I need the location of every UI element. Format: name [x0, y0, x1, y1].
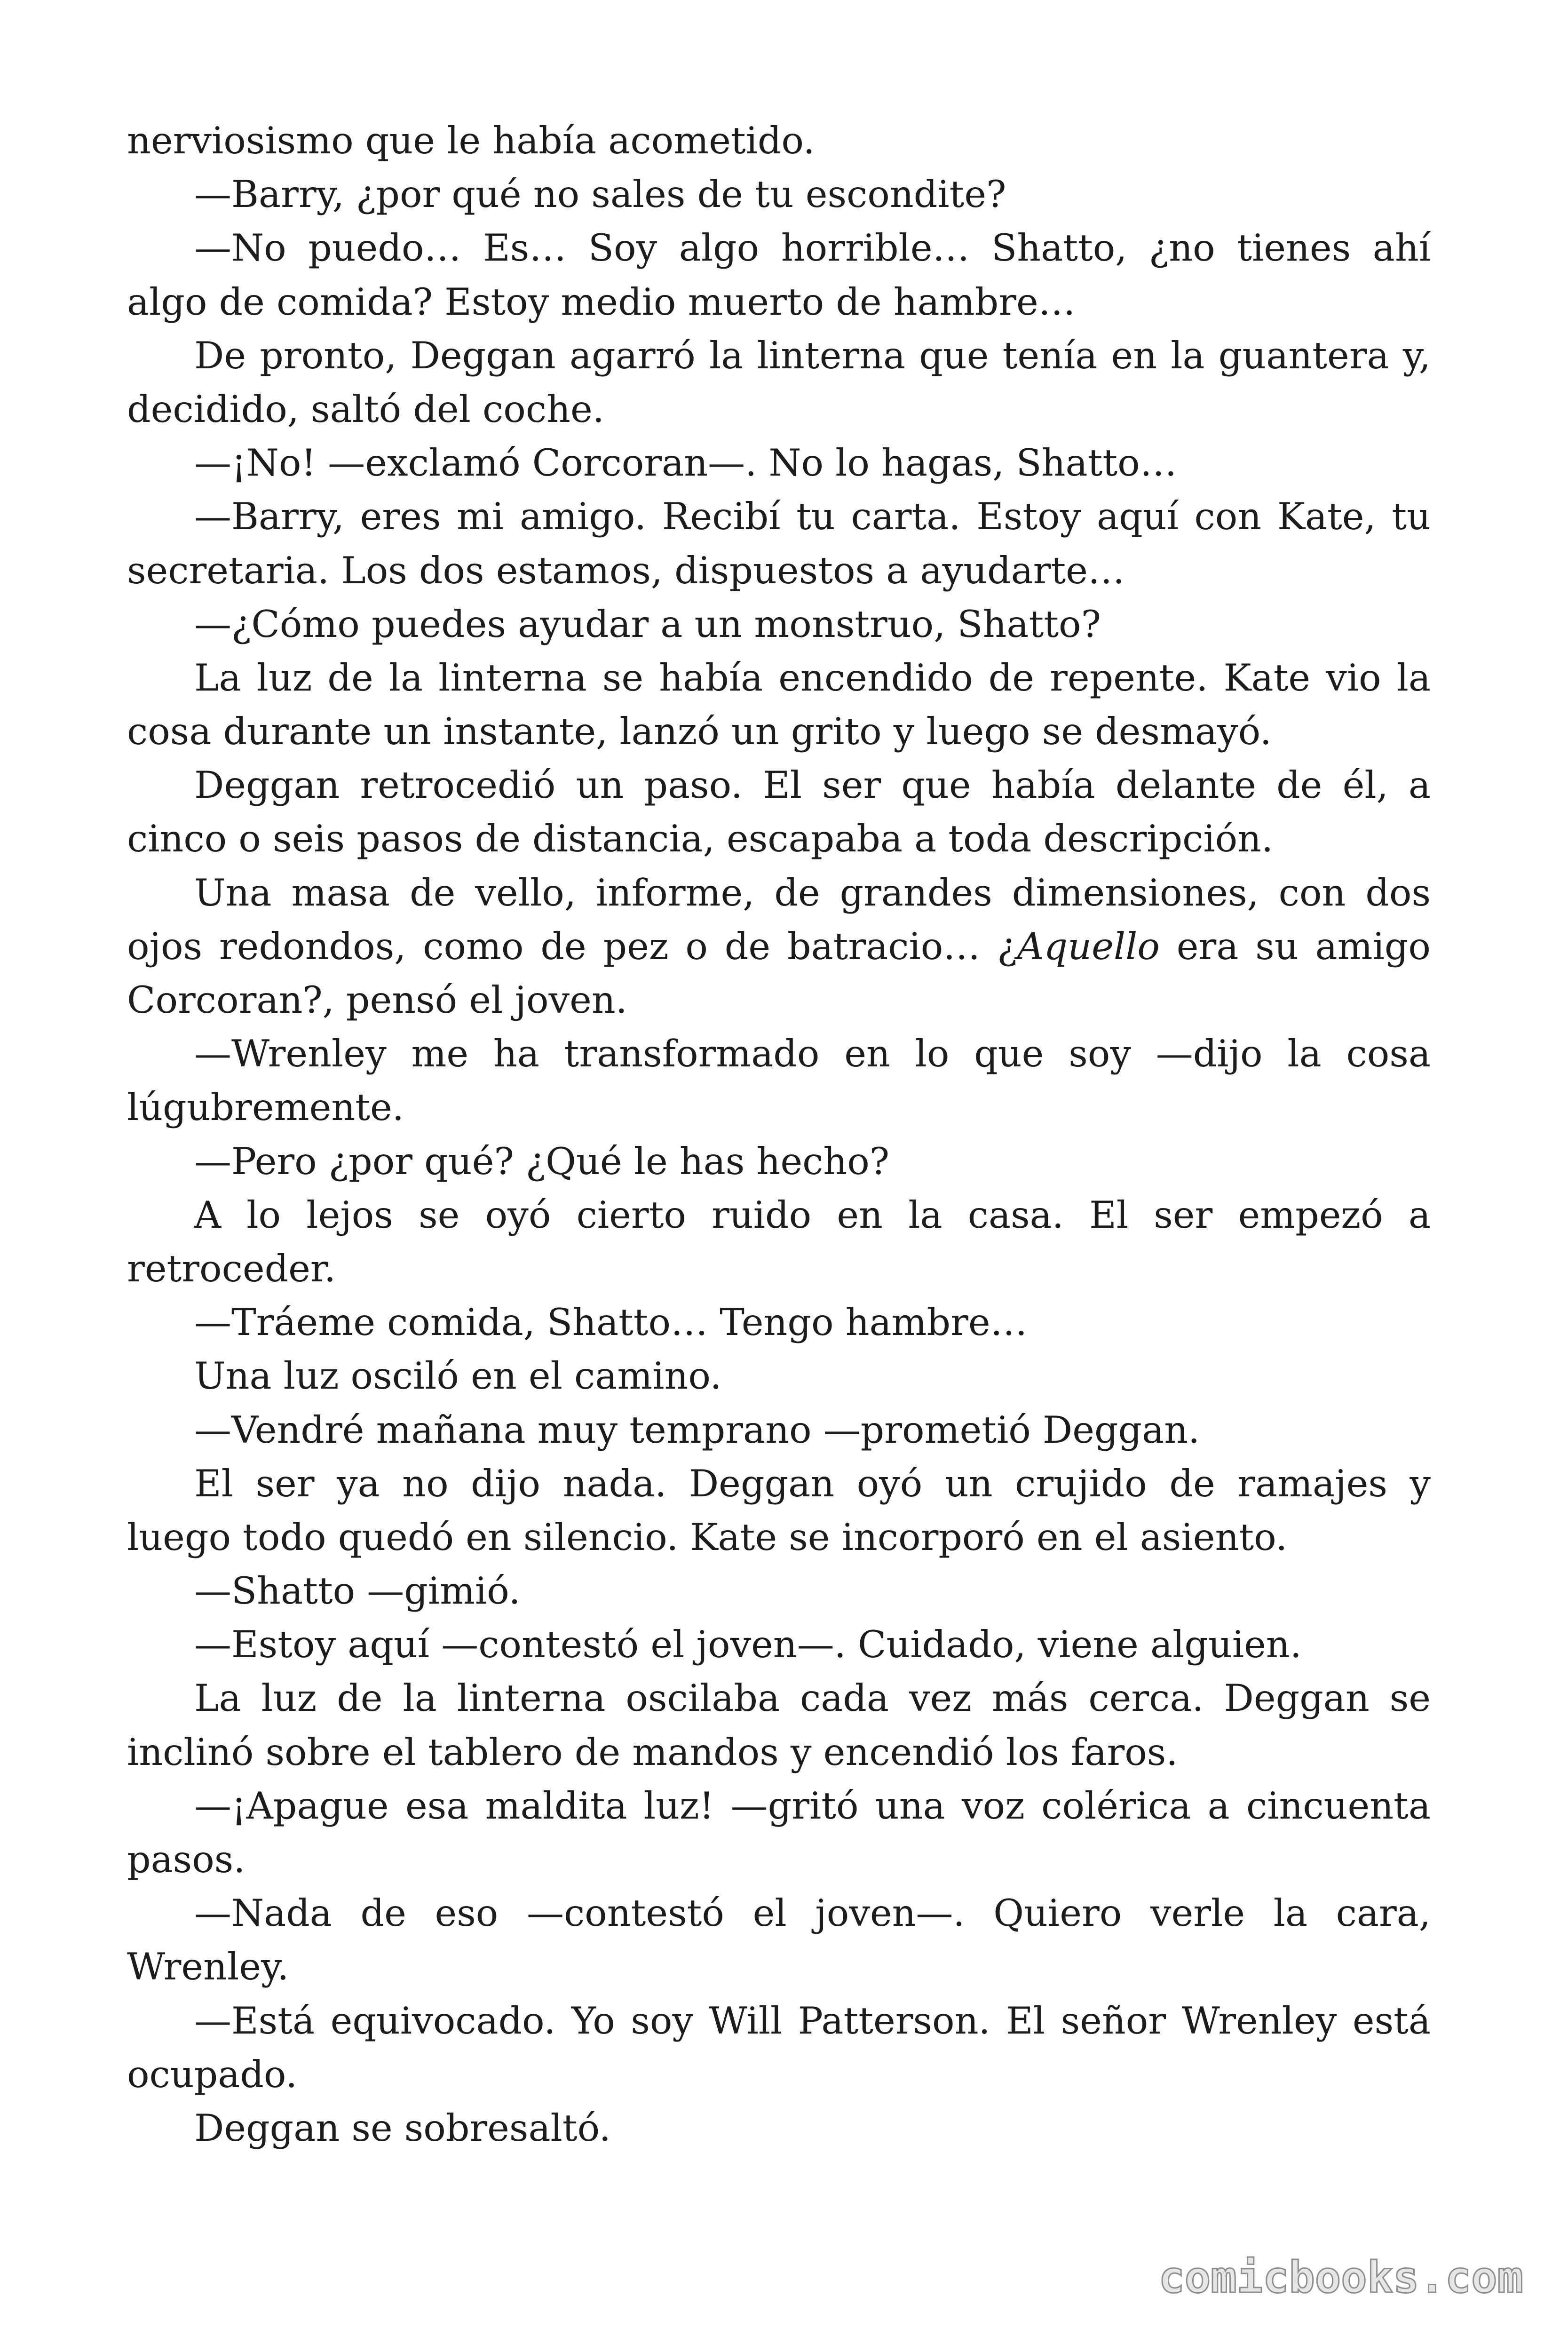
text-line: —Estoy aquí —contestó el joven—. Cuidado, viene alguien.	[194, 1623, 1302, 1667]
text-line: A lo lejos se oyó cierto ruido en la casa. El ser empezó a	[194, 1193, 1431, 1237]
paragraph	[127, 651, 1431, 758]
text-line: algo de comida? Estoy medio muerto de hambre…	[127, 280, 1076, 324]
text-line: —Barry, ¿por qué no sales de tu escondite?	[194, 173, 1006, 216]
text-line: —¿Cómo puedes ayudar a un monstruo, Shatto?	[194, 602, 1101, 646]
text-line: —Nada de eso —contestó el joven—. Quiero verle la cara,	[194, 1891, 1431, 1935]
text-line: Corcoran?, pensó el joven.	[127, 978, 627, 1022]
paragraph	[127, 1457, 1431, 1564]
text-line: —Está equivocado. Yo soy Will Patterson. El señor Wrenley está	[194, 1999, 1431, 2042]
paragraph	[127, 866, 1431, 1027]
text-line: —Barry, eres mi amigo. Recibí tu carta. Estoy aquí con Kate, tu	[194, 495, 1431, 539]
paragraph	[127, 1403, 1431, 1457]
paragraph	[127, 114, 1431, 167]
text-line: ocupado.	[127, 2052, 298, 2096]
text-line: luego todo quedó en silencio. Kate se incorporó en el asiento.	[127, 1515, 1288, 1559]
paragraph	[127, 1027, 1431, 1134]
text-line: La luz de la linterna se había encendido de repente. Kate vio la	[194, 656, 1431, 699]
emphasized-word: Aquello	[1017, 924, 1160, 968]
text-line: secretaria. Los dos estamos, dispuestos a ayudarte…	[127, 548, 1125, 592]
text-line: El ser ya no dijo nada. Deggan oyó un crujido de ramajes y	[194, 1462, 1431, 1505]
text-line: Una masa de vello, informe, de grandes dimensiones, con dos	[194, 871, 1431, 914]
paragraph	[127, 1618, 1431, 1671]
paragraph	[127, 1994, 1431, 2101]
text-line: Deggan se sobresaltó.	[194, 2106, 611, 2150]
text-line: lúgubremente.	[127, 1086, 404, 1129]
body-text	[127, 114, 1431, 2155]
text-line: decidido, saltó del coche.	[127, 387, 604, 431]
text-line: La luz de la linterna oscilaba cada vez más cerca. Deggan se	[194, 1677, 1431, 1720]
paragraph	[127, 1779, 1431, 1886]
text-line: Wrenley.	[127, 1945, 289, 1989]
text-segment: ojos redondos, como de pez o de batracio… ¿	[127, 924, 1017, 968]
paragraph	[127, 1886, 1431, 1994]
paragraph	[127, 436, 1431, 490]
paragraph	[127, 1349, 1431, 1403]
text-line: nerviosismo que le había acometido.	[127, 119, 815, 162]
paragraph	[127, 1671, 1431, 1779]
paragraph	[127, 1135, 1431, 1188]
text-line: —Shatto —gimió.	[194, 1569, 521, 1613]
paragraph	[127, 221, 1431, 328]
text-line: —Wrenley me ha transformado en lo que soy —dijo la cosa	[194, 1032, 1431, 1076]
text-line: pasos.	[127, 1838, 245, 1881]
text-line: cinco o seis pasos de distancia, escapaba a toda descripción.	[127, 817, 1274, 861]
paragraph	[127, 597, 1431, 651]
text-line: De pronto, Deggan agarró la linterna que tenía en la guantera y,	[194, 334, 1431, 377]
paragraph	[127, 167, 1431, 221]
paragraph	[127, 1188, 1431, 1295]
text-line: retroceder.	[127, 1247, 336, 1290]
paragraph	[127, 1295, 1431, 1349]
paragraph	[127, 2101, 1431, 2155]
text-line: —Tráeme comida, Shatto… Tengo hambre…	[194, 1301, 1028, 1344]
text-line	[127, 920, 1431, 973]
text-line: —¡Apague esa maldita luz! —gritó una voz colérica a cincuenta	[194, 1784, 1431, 1828]
text-line: cosa durante un instante, lanzó un grito y luego se desmayó.	[127, 710, 1272, 754]
text-line: Deggan retrocedió un paso. El ser que había delante de él, a	[194, 763, 1431, 807]
text-segment: era su amigo	[1159, 924, 1431, 968]
text-line: —¡No! —exclamó Corcoran—. No lo hagas, Shatto…	[194, 441, 1177, 485]
watermark: comicbooks.com	[1158, 2252, 1523, 2303]
text-line: Una luz osciló en el camino.	[194, 1354, 722, 1398]
paragraph	[127, 1564, 1431, 1618]
text-line: —Vendré mañana muy temprano —prometió Deggan.	[194, 1408, 1200, 1452]
text-line: —No puedo… Es… Soy algo horrible… Shatto, ¿no tienes ahí	[194, 226, 1431, 270]
paragraph	[127, 329, 1431, 436]
paragraph	[127, 758, 1431, 866]
text-line: —Pero ¿por qué? ¿Qué le has hecho?	[194, 1139, 890, 1183]
paragraph	[127, 490, 1431, 597]
text-line: inclinó sobre el tablero de mandos y encendió los faros.	[127, 1730, 1178, 1774]
